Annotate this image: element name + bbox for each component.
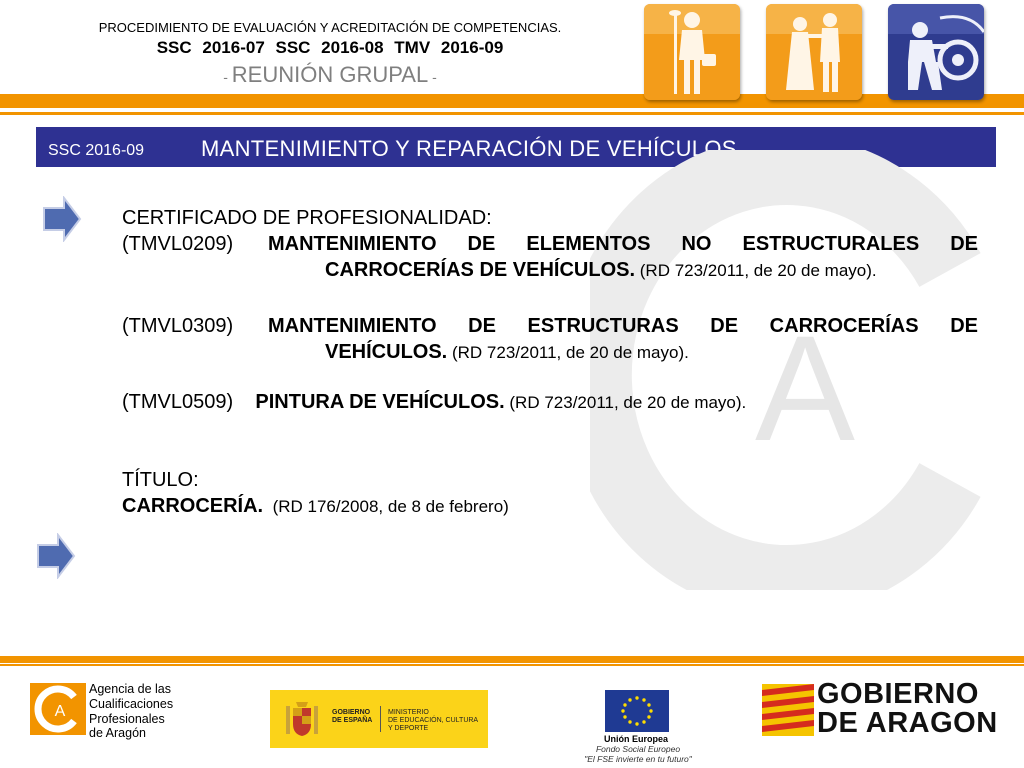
acpa-line: Agencia de las [89, 682, 172, 696]
ministerio-line: Y DEPORTE [388, 725, 429, 733]
ministerio-text [388, 709, 478, 733]
cert-ref: (RD 723/2011, de 20 de mayo). [447, 343, 689, 362]
titulo-item [122, 493, 978, 519]
gobierno-aragon-text [817, 680, 998, 738]
cert-item [122, 389, 978, 415]
aragon-line: DE ARAGON [817, 707, 998, 739]
mechanic-pictogram [888, 4, 984, 100]
cert-heading: CERTIFICADO DE PROFESIONALIDAD: [122, 207, 492, 229]
footer-orange-line [0, 664, 1024, 666]
ministry-divider [380, 706, 381, 732]
cert-code: (TMVL0509) [122, 391, 234, 413]
cert-name-continued [122, 339, 978, 365]
cert-name-continued [122, 257, 978, 283]
cert-code: (TMVL0309) [122, 315, 234, 337]
aragon-flag-icon [762, 684, 814, 736]
header-orange-bar [0, 94, 1024, 108]
titulo-ref: (RD 176/2008, de 8 de febrero) [263, 497, 509, 516]
header-procedure-title: PROCEDIMIENTO DE EVALUACIÓN Y ACREDITACIÓN DE COMPETENCIAS. [98, 20, 562, 35]
gobierno-espana-line: GOBIERNO [332, 709, 371, 716]
acpa-logo [30, 683, 86, 735]
acpa-name [89, 682, 173, 741]
cert-name: MANTENIMIENTO DE ELEMENTOS NO ESTRUCTURALES DE [268, 233, 978, 255]
content-body [122, 205, 978, 519]
cert-item [122, 231, 978, 257]
header-meeting-title [40, 62, 620, 88]
acpa-line: Cualificaciones [89, 696, 174, 711]
acpa-line: de Aragón [89, 726, 146, 741]
header-orange-line [0, 112, 1024, 115]
cert-name: MANTENIMIENTO DE ESTRUCTURAS DE CARROCERÍAS DE [268, 315, 978, 337]
bullet-arrow-icon [42, 196, 82, 242]
titulo-heading: TÍTULO: [122, 469, 199, 491]
footer-orange-bar [0, 656, 1024, 663]
eu-fund-slogan: "El FSE invierte en tu futuro" [584, 753, 692, 764]
ministry-logo [270, 690, 488, 748]
mechanic-pictogram-image [888, 4, 984, 100]
cert-code: (TMVL0209) [122, 233, 234, 255]
watermark-letter-a: A [754, 304, 856, 472]
section-code: SSC 2016-09 [48, 142, 145, 159]
eu-flag-icon [605, 690, 669, 732]
titulo-name: CARROCERÍA. [122, 495, 264, 517]
gobierno-espana-line: DE ESPAÑA [332, 717, 373, 725]
header-meeting-label: REUNIÓN GRUPAL [231, 62, 429, 87]
acpa-line: Profesionales [89, 711, 165, 726]
cert-name-line2: CARROCERÍAS DE VEHÍCULOS. [325, 259, 636, 281]
header-dash-right: - [428, 69, 437, 85]
bullet-arrow-icon [36, 533, 76, 579]
cert-ref: (RD 723/2011, de 20 de mayo). [635, 261, 877, 280]
gobierno-espana-text [332, 709, 372, 725]
eu-fund-text [548, 745, 728, 765]
section-title: MANTENIMIENTO Y REPARACIÓN DE VEHÍCULOS. [201, 136, 744, 161]
ministerio-line: DE EDUCACIÓN, CULTURA [388, 717, 479, 725]
cert-item [122, 313, 978, 339]
header-dash-left: - [223, 69, 232, 85]
acpa-logo-letter: A [54, 703, 66, 720]
social-care-pictogram-image [766, 4, 862, 100]
spain-coat-of-arms-icon [282, 698, 322, 740]
ministerio-line: MINISTERIO [388, 709, 429, 716]
header-codes: SSC 2016-07 SSC 2016-08 TMV 2016-09 [156, 38, 504, 57]
aragon-line: GOBIERNO [817, 678, 979, 710]
cert-name-line2: VEHÍCULOS. [325, 341, 448, 363]
social-care-pictogram [766, 4, 862, 100]
eu-label: Unión Europea [603, 734, 668, 744]
caregiver-pictogram-image [644, 4, 740, 100]
eu-fund-line: Fondo Social Europeo [595, 744, 681, 754]
cert-name: PINTURA DE VEHÍCULOS. [255, 391, 505, 413]
cert-ref: (RD 723/2011, de 20 de mayo). [504, 393, 747, 412]
caregiver-pictogram [644, 4, 740, 100]
